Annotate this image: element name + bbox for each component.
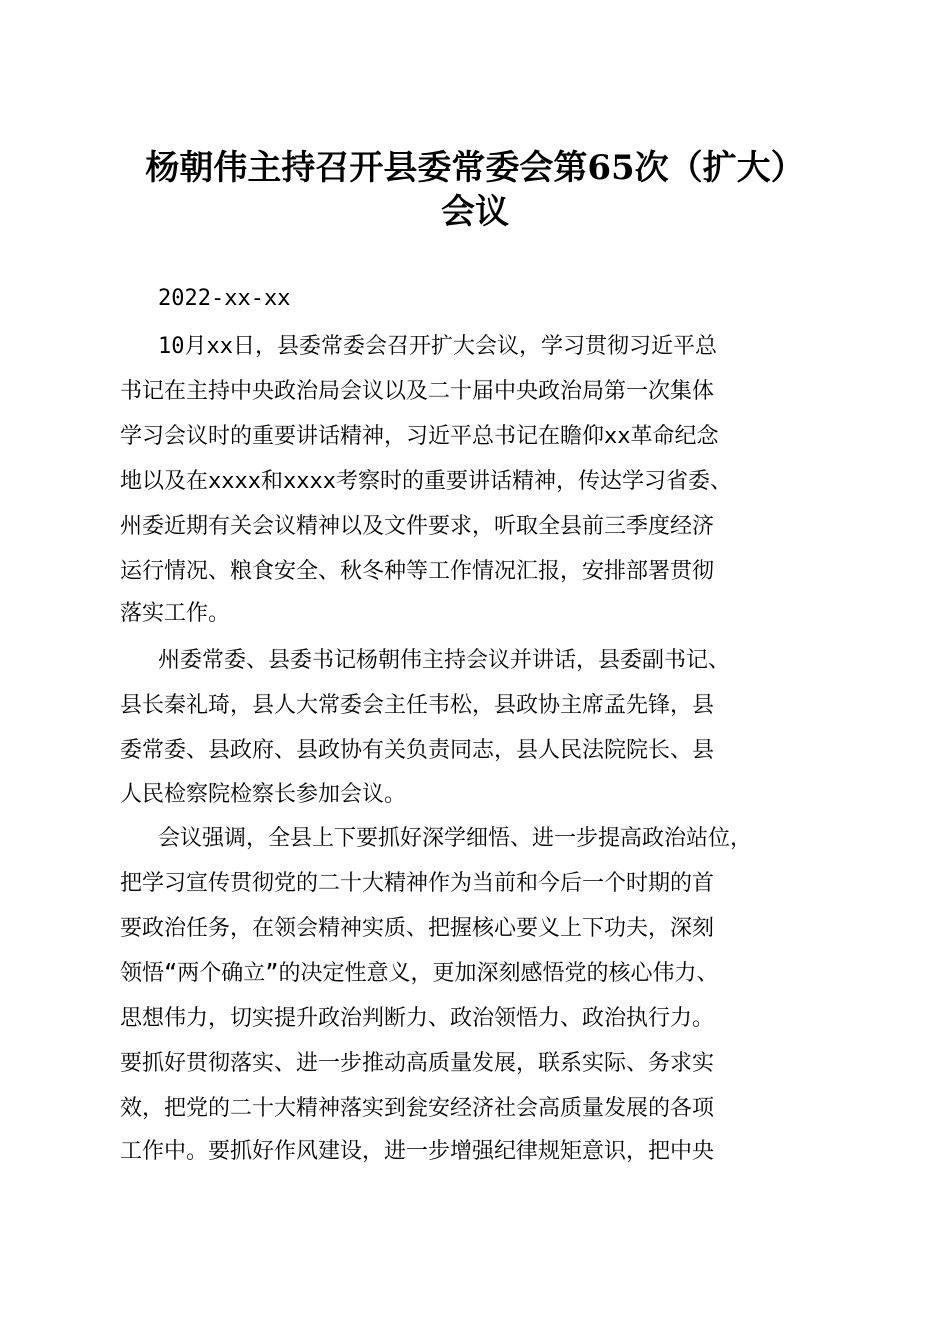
document-title-line-1: 杨朝伟主持召开县委常委会第65次（扩大） — [145, 148, 805, 188]
paragraph-1-line: 10月xx日，县委常委会召开扩大会议，学习贯彻习近平总 — [158, 334, 717, 359]
paragraph-1-line: 落实工作。 — [120, 601, 231, 626]
paragraph-1-line: 书记在主持中央政治局会议以及二十届中央政治局第一次集体 — [120, 379, 715, 404]
paragraph-2-line: 人民检察院检察长参加会议。 — [120, 782, 407, 807]
paragraph-3-line: 要抓好贯彻落实、进一步推动高质量发展，联系实际、务求实 — [120, 1051, 715, 1076]
paragraph-3-line: 效，把党的二十大精神落实到瓮安经济社会高质量发展的各项 — [120, 1096, 715, 1121]
paragraph-3-line: 工作中。要抓好作风建设，进一步增强纪律规矩意识，把中央 — [120, 1139, 715, 1164]
paragraph-1-line: 学习会议时的重要讲话精神，习近平总书记在瞻仰xx革命纪念 — [120, 424, 719, 449]
paragraph-2-line: 县长秦礼琦，县人大常委会主任韦松，县政协主席孟先锋，县 — [120, 693, 715, 718]
paragraph-3-line: 把学习宣传贯彻党的二十大精神作为当前和今后一个时期的首 — [120, 871, 715, 896]
document-title-line-2: 会议 — [441, 192, 509, 232]
paragraph-3-line: 思想伟力，切实提升政治判断力、政治领悟力、政治执行力。 — [120, 1006, 715, 1031]
paragraph-1-line: 地以及在xxxx和xxxx考察时的重要讲话精神，传达学习省委、 — [120, 469, 732, 494]
paragraph-3-line: 要政治任务，在领会精神实质、把握核心要义上下功夫，深刻 — [120, 916, 715, 941]
paragraph-3-line: 会议强调，全县上下要抓好深学细悟、进一步提高政治站位， — [158, 826, 753, 851]
paragraph-2-line: 州委常委、县委书记杨朝伟主持会议并讲话，县委副书记、 — [158, 648, 731, 673]
paragraph-1-line: 运行情况、粮食安全、秋冬种等工作情况汇报，安排部署贯彻 — [120, 559, 715, 584]
document-date: 2022-xx-xx — [158, 286, 291, 311]
paragraph-3-line: 领悟“两个确立”的决定性意义，更加深刻感悟党的核心伟力、 — [120, 961, 719, 986]
paragraph-2-line: 委常委、县政府、县政协有关负责同志，县人民法院院长、县 — [120, 738, 715, 763]
paragraph-1-line: 州委近期有关会议精神以及文件要求，听取全县前三季度经济 — [120, 514, 715, 539]
